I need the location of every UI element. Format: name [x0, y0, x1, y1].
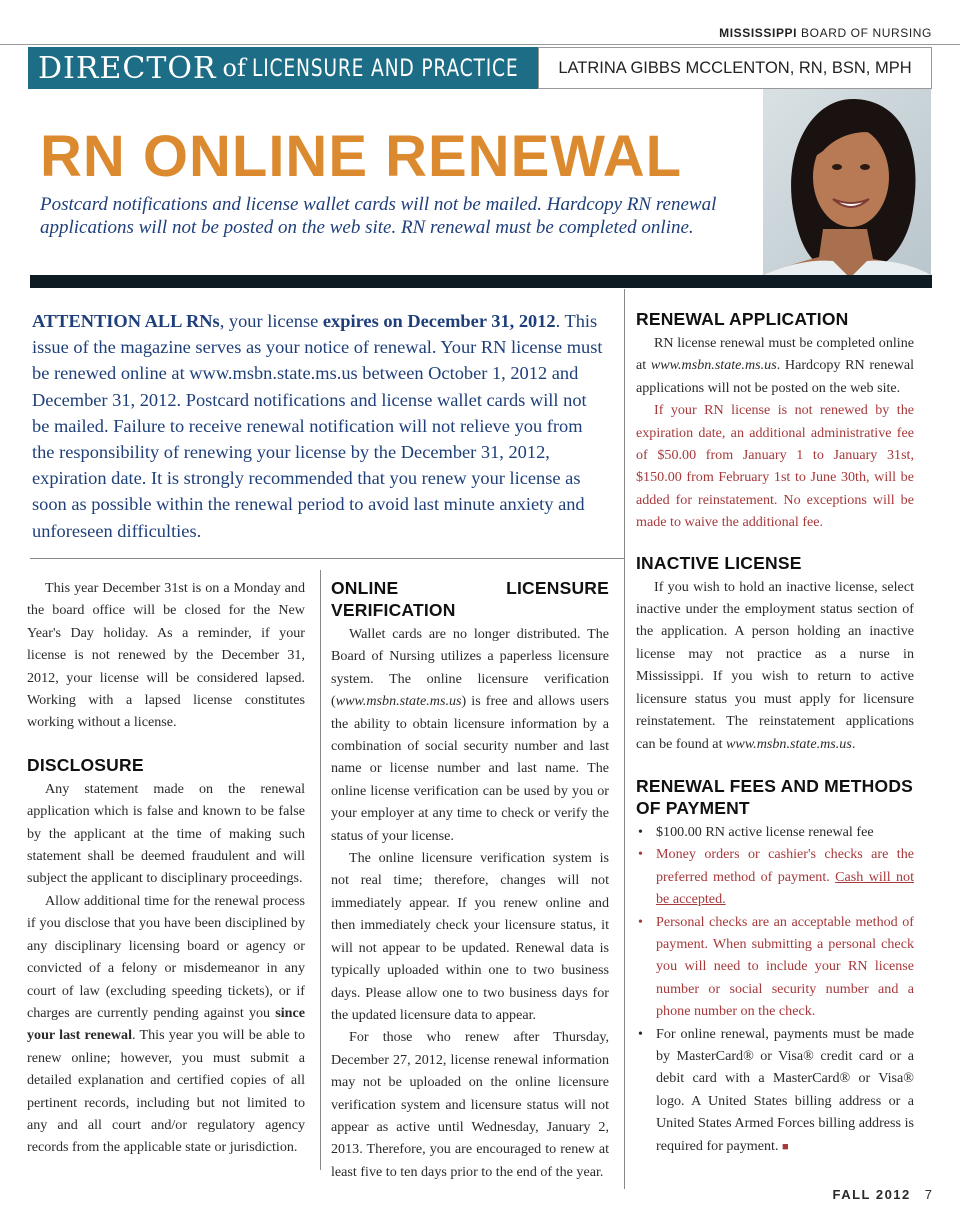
page-subtitle: Postcard notifications and license wallet cards will not be mailed. Hardcopy RN renewal applications will not be posted on the web site. RN renewal must be completed online.: [40, 194, 717, 238]
verification-heading: ONLINE LICENSURE VERIFICATION: [331, 578, 609, 620]
fee-item-no-cash: Cash will not be accepted.: [656, 868, 915, 908]
fee-item-money-orders: [636, 843, 914, 910]
renewal-text-b: . Hardcopy RN renewal applications will not be posted on the web site.: [636, 357, 914, 396]
fee-item-text: $100.00 RN active license renewal fee: [656, 823, 874, 840]
director-name: LATRINA GIBBS MCCLENTON, RN, BSN, MPH: [538, 47, 932, 89]
renewal-url: www.msbn.state.ms.us: [650, 357, 777, 374]
bullet-icon: •: [638, 913, 643, 930]
disclosure-heading: DISCLOSURE: [27, 754, 144, 775]
verification-paragraph-1: [331, 623, 609, 847]
publication-label: [719, 26, 932, 40]
end-of-article-icon: ■: [782, 1140, 789, 1153]
issue-season: FALL 2012: [832, 1187, 911, 1202]
top-divider: [0, 44, 960, 45]
disclosure-text-a: Allow additional time for the renewal process if you disclose that you have been disciplined by any disciplinary licensing board or agency or convicted of a felony or misdemeanor in any court of law (excluding speeding tickets), or if charges are currently pending against you: [27, 892, 305, 1021]
portrait-illustration: [763, 89, 931, 275]
attention-lead: ATTENTION ALL RNs: [32, 311, 220, 331]
renewal-text-a: RN license renewal must be completed online at: [636, 335, 914, 374]
verification-paragraph-3: For those who renew after Thursday, December 27, 2012, license renewal information may not be uploaded on the online licensure verification system and licensure status will not appear as active until Wednesday, January 2, 2013. Therefore, you are encouraged to renew at least five to ten days prior to the end of the year.: [331, 1029, 609, 1180]
fee-item-text: Personal checks are an acceptable method of payment. When submitting a personal check you will need to include your RN license number or social security number and a phone number on the check.: [656, 913, 914, 1020]
renewal-late-fee-paragraph: If your RN license is not renewed by the expiration date, an additional administrative fee of $50.00 from January 1 to January 31st, $150.00 from February 1st to June 30th, will be added for reinstatement. No exceptions will be made to waive the additional fee.: [636, 402, 914, 531]
disclosure-paragraph-2: [27, 890, 305, 1159]
fee-item-text: For online renewal, payments must be made by MasterCard® or Visa® credit card or a debit card with a MasterCard® or Visa® logo. A United States billing address or a United States Armed Forces billing address is required for payment.: [656, 1025, 914, 1154]
section-title-rest: LICENSURE AND PRACTICE: [251, 54, 519, 82]
attention-text-2: . This issue of the magazine serves as your notice of renewal. Your RN license must be renewed online at www.msbn.state.ms.us between October 1, 2012 and December 31, 2012. Postcard notifications and license wallet cards will not be mailed. Failure to receive renewal notification will not relieve you from the responsibility of renewing your license by the December 31, 2012, expiration date. It is strongly recommended that you renew your license as soon as possible within the renewal period to avoid last minute anxiety and unforeseen difficulties.: [32, 311, 603, 541]
verification-url: www.msbn.state.ms.us: [335, 693, 462, 710]
disclosure-text-bold: since your last renewal: [27, 1004, 305, 1044]
inactive-heading: INACTIVE LICENSE: [636, 552, 802, 573]
column-divider-left: [320, 570, 321, 1170]
attention-notice: [32, 308, 607, 544]
hero-divider: [30, 275, 932, 288]
renewal-paragraph-1: [636, 332, 914, 399]
disclosure-text-c: . This year you will be able to renew online; however, you must submit a detailed explanation and certified copies of all pertinent records, including but not limited to any and all court and/or regulatory agency records from the applicable state or jurisdiction.: [27, 1027, 305, 1156]
attention-text-1: , your license: [219, 311, 323, 331]
attention-bottom-divider: [30, 558, 624, 559]
page-footer: [832, 1187, 932, 1202]
column-3: [636, 308, 914, 1158]
column-1: [27, 577, 305, 1159]
verification-paragraph-2: The online licensure verification system is not real time; therefore, changes will not immediately appear. If you renew online and then immediately check your licensure status, it will not appear to be updated. Renewal data is typically uploaded within one to two business days. Please allow one to two business days for the updated licensure data to appear.: [331, 850, 609, 1023]
column-divider-right: [624, 289, 625, 1189]
inactive-text-a: If you wish to hold an inactive license, select inactive under the employment status section of the application. A person holding an inactive license may not practice as a nurse in Mississippi. If you wish to return to active licensure status you must apply for licensure reinstatement. The reinstatement applications can be found at: [636, 578, 914, 752]
verification-text-b: ) is free and allows users the ability to obtain licensure information by a combination of social security number and last name or license number and last name. The online license verification can be used by you or your employer at any time to check or verify the status of your license.: [331, 693, 609, 844]
column-2: [331, 577, 609, 1183]
bullet-icon: •: [638, 846, 643, 863]
fee-item-online-payment: [636, 1023, 914, 1158]
board-state: MISSISSIPPI: [719, 26, 798, 40]
disclosure-paragraph-1: Any statement made on the renewal application which is false and known to be false by the applicant at the time of making such statement shall be deemed fraudulent and will subject the applicant to disciplinary proceedings.: [27, 780, 305, 887]
attention-expiry: expires on December 31, 2012: [322, 311, 556, 331]
intro-paragraph: This year December 31st is on a Monday and the board office will be closed for the New Year's Day holiday. As a reminder, if your license is not renewed by the December 31, 2012, your license will be considered lapsed. Working with a lapsed license constitutes working without a license.: [27, 580, 305, 731]
inactive-paragraph: [636, 576, 914, 755]
fee-item-personal-checks: [636, 911, 914, 1023]
renewal-heading: RENEWAL APPLICATION: [636, 309, 849, 329]
page-title: RN ONLINE RENEWAL: [40, 124, 683, 189]
bullet-icon: •: [638, 1025, 643, 1042]
fee-item-text: Money orders or cashier's checks are the preferred method of payment.: [656, 846, 914, 885]
page-number: 7: [924, 1187, 932, 1202]
board-name: BOARD OF NURSING: [801, 26, 932, 40]
verification-text-a: Wallet cards are no longer distributed. The Board of Nursing utilizes a paperless licensure system. The online licensure verification (: [331, 626, 609, 710]
bullet-icon: •: [638, 823, 643, 840]
section-title-of: of: [222, 54, 246, 82]
section-title-director: DIRECTOR: [38, 50, 217, 86]
inactive-url: www.msbn.state.ms.us: [726, 735, 852, 752]
inactive-text-b: .: [851, 735, 856, 752]
fees-heading-line-1: RENEWAL FEES AND METHODS: [636, 775, 914, 796]
fees-list: [636, 821, 914, 1158]
fee-item-renewal: [636, 821, 914, 843]
section-title-bar: [28, 47, 538, 89]
fees-heading-line-2: OF PAYMENT: [636, 797, 750, 818]
fees-heading: [636, 775, 914, 819]
director-portrait: [763, 89, 931, 275]
